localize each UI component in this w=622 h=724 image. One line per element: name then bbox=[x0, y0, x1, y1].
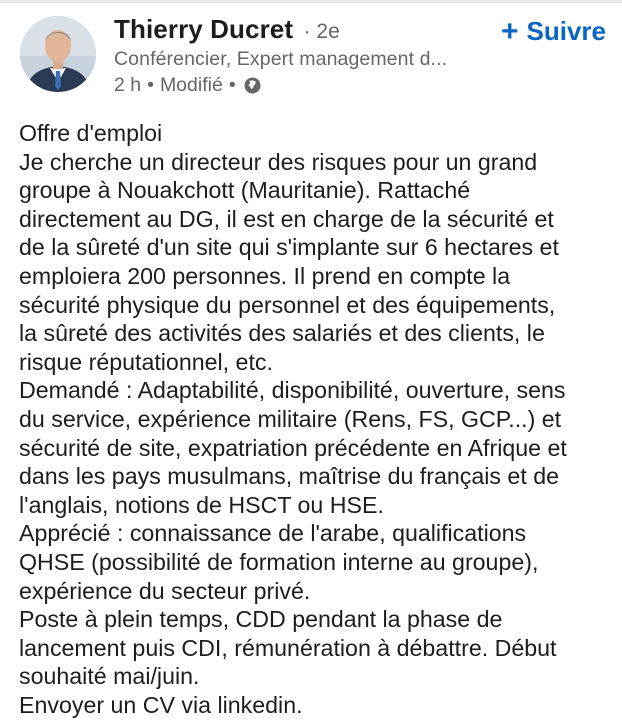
avatar[interactable] bbox=[20, 16, 96, 92]
post-line: de la sûreté d'un site qui s'implante sur 6 hectares et bbox=[19, 234, 559, 261]
post-line: Envoyer un CV via linkedin. bbox=[19, 691, 303, 718]
post-line: directement au DG, il est en charge de la sécurité et bbox=[19, 205, 554, 232]
post-line: Offre d'emploi bbox=[19, 120, 163, 146]
post-meta bbox=[114, 74, 261, 97]
post-header bbox=[0, 0, 622, 110]
post-line: Poste à plein temps, CDD pendant la phase de bbox=[19, 606, 503, 633]
meta-separator: • bbox=[228, 74, 236, 96]
avatar-portrait bbox=[20, 16, 96, 92]
post-time: 2 h bbox=[114, 74, 142, 96]
author-name[interactable]: Thierry Ducret bbox=[114, 14, 294, 44]
post-line: emploiera 200 personnes. Il prend en compte la bbox=[19, 262, 511, 289]
plus-icon: + bbox=[500, 15, 519, 48]
author-headline: Conférencier, Expert management d... bbox=[114, 48, 448, 70]
meta-separator: • bbox=[147, 74, 154, 96]
post-line: Je cherche un directeur des risques pour un grand bbox=[19, 148, 538, 175]
post-line: sécurité de site, expatriation précédente en Afrique et bbox=[19, 434, 567, 461]
post-line: QHSE (possibilité de formation interne au groupe), bbox=[19, 548, 539, 575]
edited-label: Modifié bbox=[159, 74, 223, 96]
connection-degree-value: 2e bbox=[316, 20, 340, 43]
post-line: souhaité mai/juin. bbox=[19, 663, 200, 690]
post-line: du service, expérience militaire (Rens, FS, GCP...) et bbox=[19, 405, 562, 432]
post-line: sécurité physique du personnel et des équipements, bbox=[19, 291, 556, 318]
post-line: lancement puis CDI, rémunération à débattre. Début bbox=[19, 634, 557, 661]
author-name-row bbox=[114, 14, 340, 45]
globe-icon bbox=[244, 77, 261, 94]
post-line: Demandé : Adaptabilité, disponibilité, ouverture, sens bbox=[19, 377, 566, 404]
post-line: risque réputationnel, etc. bbox=[19, 348, 273, 375]
post-line: la sûreté des activités des salariés et des clients, le bbox=[19, 320, 545, 347]
post-line: dans les pays musulmans, maîtrise du français et de bbox=[19, 463, 560, 490]
post-line: l'anglais, notions de HSCT ou HSE. bbox=[19, 491, 384, 518]
follow-label: Suivre bbox=[526, 16, 606, 46]
post-line: expérience du secteur privé. bbox=[19, 577, 311, 604]
follow-button[interactable] bbox=[501, 14, 606, 48]
post-body bbox=[19, 119, 615, 719]
connection-degree: · 2e bbox=[303, 20, 340, 43]
post-line: Apprécié : connaissance de l'arabe, qualifications bbox=[19, 520, 527, 547]
post-line: groupe à Nouakchott (Mauritanie). Rattaché bbox=[19, 177, 471, 204]
